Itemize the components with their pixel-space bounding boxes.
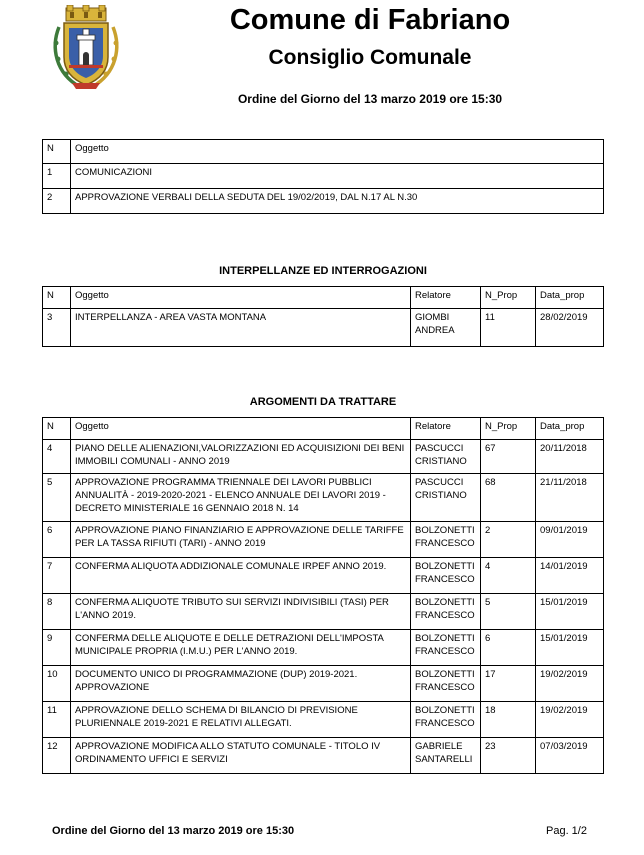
header-oggetto: Oggetto [71, 287, 411, 309]
header-n-prop: N_Prop [481, 418, 536, 440]
cell-data-prop: 19/02/2019 [536, 666, 604, 702]
crest-shield [64, 23, 108, 85]
table-header-row [43, 418, 604, 440]
header-n: N [43, 140, 71, 164]
cell-oggetto: CONFERMA ALIQUOTE TRIBUTO SUI SERVIZI INDIVISIBILI (TASI) PER L'ANNO 2019. [71, 594, 411, 630]
cell-n: 10 [43, 666, 71, 702]
cell-data-prop: 15/01/2019 [536, 594, 604, 630]
header-n-prop: N_Prop [481, 287, 536, 309]
section-heading-argomenti: ARGOMENTI DA TRATTARE [249, 396, 397, 408]
cell-oggetto: CONFERMA ALIQUOTA ADDIZIONALE COMUNALE IRPEF ANNO 2019. [71, 558, 411, 594]
cell-oggetto: COMUNICAZIONI [71, 164, 604, 189]
cell-relatore: BOLZONETTI FRANCESCO [411, 666, 481, 702]
cell-data-prop: 14/01/2019 [536, 558, 604, 594]
table-header-row [43, 287, 604, 309]
footer-agenda-date: Ordine del Giorno del 13 marzo 2019 ore 15:30 [52, 825, 295, 837]
header-relatore: Relatore [411, 287, 481, 309]
header-n: N [43, 287, 71, 309]
cell-n-prop: 18 [481, 702, 536, 738]
cell-oggetto: APPROVAZIONE PIANO FINANZIARIO E APPROVAZIONE DELLE TARIFFE PER LA TASSA RIFIUTI (TARI) - ANNO 2019 [71, 522, 411, 558]
town-name: Comune di Fabriano [229, 4, 511, 36]
cell-n: 11 [43, 702, 71, 738]
cell-relatore: GABRIELE SANTARELLI [411, 738, 481, 774]
cell-n: 3 [43, 309, 71, 347]
cell-oggetto: CONFERMA DELLE ALIQUOTE E DELLE DETRAZIONI DELL'IMPOSTA MUNICIPALE PROPRIA (I.M.U.) PER L'ANNO 2019. [71, 630, 411, 666]
cell-oggetto: APPROVAZIONE PROGRAMMA TRIENNALE DEI LAVORI PUBBLICI ANNUALITÀ - 2019-2020-2021 - ELENCO ANNUALE DEI LAVORI 2019 - DECRETO MINISTERIALE 16 GENNAIO 2018 N. 14 [71, 474, 411, 522]
cell-n-prop: 23 [481, 738, 536, 774]
cell-data-prop: 20/11/2018 [536, 440, 604, 474]
cell-n-prop: 68 [481, 474, 536, 522]
table-row [43, 164, 604, 189]
table-header-row [43, 140, 604, 164]
table-row [43, 630, 604, 666]
cell-relatore: GIOMBI ANDREA [411, 309, 481, 347]
cell-relatore: BOLZONETTI FRANCESCO [411, 702, 481, 738]
cell-data-prop: 28/02/2019 [536, 309, 604, 347]
interpellanze-table [42, 286, 604, 347]
cell-oggetto: INTERPELLANZA - AREA VASTA MONTANA [71, 309, 411, 347]
coat-of-arms-icon [50, 5, 122, 91]
table-row [43, 189, 604, 214]
cell-n-prop: 2 [481, 522, 536, 558]
cell-oggetto: PIANO DELLE ALIENAZIONI,VALORIZZAZIONI ED ACQUISIZIONI DEI BENI IMMOBILI COMUNALI - ANNO 2019 [71, 440, 411, 474]
header-oggetto: Oggetto [71, 140, 604, 164]
table-row [43, 474, 604, 522]
cell-relatore: BOLZONETTI FRANCESCO [411, 594, 481, 630]
communications-table [42, 139, 604, 214]
cell-n: 5 [43, 474, 71, 522]
header-data-prop: Data_prop [536, 418, 604, 440]
cell-n: 9 [43, 630, 71, 666]
cell-n: 7 [43, 558, 71, 594]
table-row [43, 666, 604, 702]
cell-data-prop: 19/02/2019 [536, 702, 604, 738]
page-number: Pag. 1/2 [546, 825, 587, 837]
cell-n: 6 [43, 522, 71, 558]
cell-n-prop: 5 [481, 594, 536, 630]
cell-relatore: BOLZONETTI FRANCESCO [411, 630, 481, 666]
cell-n-prop: 67 [481, 440, 536, 474]
table-row [43, 594, 604, 630]
argomenti-table [42, 417, 604, 774]
cell-data-prop: 07/03/2019 [536, 738, 604, 774]
header-relatore: Relatore [411, 418, 481, 440]
cell-n-prop: 6 [481, 630, 536, 666]
section-heading-interpellanze: INTERPELLANZE ED INTERROGAZIONI [219, 265, 427, 277]
crest-crown [66, 5, 106, 21]
cell-n-prop: 17 [481, 666, 536, 702]
table-row [43, 558, 604, 594]
cell-oggetto: APPROVAZIONE MODIFICA ALLO STATUTO COMUNALE - TITOLO IV ORDINAMENTO UFFICI E SERVIZI [71, 738, 411, 774]
header-oggetto: Oggetto [71, 418, 411, 440]
cell-n-prop: 4 [481, 558, 536, 594]
table-row [43, 440, 604, 474]
cell-n: 2 [43, 189, 71, 214]
table-row [43, 702, 604, 738]
crest-ribbon [72, 83, 100, 89]
cell-n: 4 [43, 440, 71, 474]
council-name: Consiglio Comunale [268, 46, 472, 69]
table-row [43, 309, 604, 347]
cell-data-prop: 15/01/2019 [536, 630, 604, 666]
cell-oggetto: APPROVAZIONE VERBALI DELLA SEDUTA DEL 19/02/2019, DAL N.17 AL N.30 [71, 189, 604, 214]
cell-relatore: PASCUCCI CRISTIANO [411, 440, 481, 474]
cell-n: 12 [43, 738, 71, 774]
agenda-date-heading: Ordine del Giorno del 13 marzo 2019 ore 15:30 [237, 92, 503, 106]
header-n: N [43, 418, 71, 440]
cell-oggetto: APPROVAZIONE DELLO SCHEMA DI BILANCIO DI PREVISIONE PLURIENNALE 2019-2021 E RELATIVI ALLEGATI. [71, 702, 411, 738]
cell-relatore: BOLZONETTI FRANCESCO [411, 522, 481, 558]
header-data-prop: Data_prop [536, 287, 604, 309]
table-row [43, 738, 604, 774]
cell-relatore: PASCUCCI CRISTIANO [411, 474, 481, 522]
table-row [43, 522, 604, 558]
cell-oggetto: DOCUMENTO UNICO DI PROGRAMMAZIONE (DUP) 2019-2021. APPROVAZIONE [71, 666, 411, 702]
cell-data-prop: 21/11/2018 [536, 474, 604, 522]
cell-relatore: BOLZONETTI FRANCESCO [411, 558, 481, 594]
cell-n: 8 [43, 594, 71, 630]
cell-n-prop: 11 [481, 309, 536, 347]
cell-n: 1 [43, 164, 71, 189]
cell-data-prop: 09/01/2019 [536, 522, 604, 558]
